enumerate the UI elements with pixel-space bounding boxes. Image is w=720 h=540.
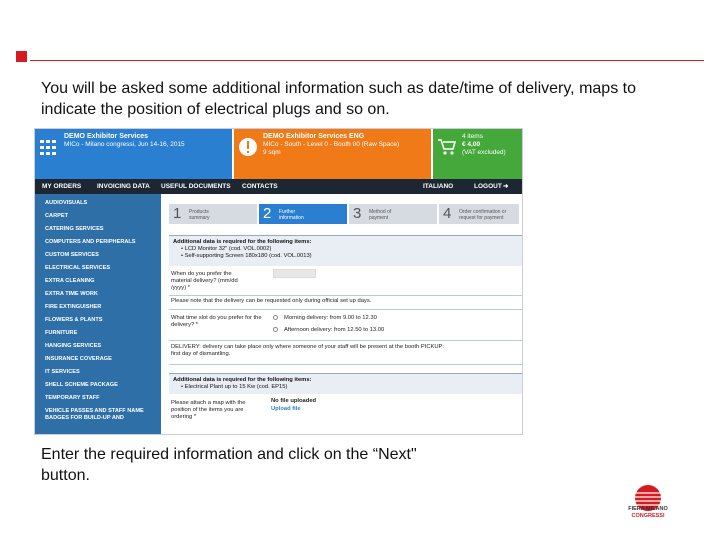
box-item-text: Self-supporting Screen 180x180 (cod. VOL.0013) — [184, 253, 312, 259]
box-item: • Self-supporting Screen 180x180 (cod. VOL.0013) — [181, 253, 312, 259]
sidebar-item[interactable]: INSURANCE COVERAGE — [45, 356, 112, 362]
box-title: Additional data is required for the following items: — [173, 377, 312, 383]
sidebar-item[interactable]: FLOWERS & PLANTS — [45, 317, 103, 323]
time-slot-label: What time slot do you prefer for the delivery? * — [171, 315, 262, 328]
sidebar-item[interactable]: AUDIOVISUALS — [45, 200, 88, 206]
delivery-date-note: Please note that the delivery can be requested only during official set up days. — [171, 298, 372, 304]
divider — [169, 309, 523, 310]
radio-button[interactable] — [273, 327, 278, 332]
warning-icon — [238, 137, 258, 157]
box-item: • Electrical Plant up to 15 Kw (cod. EP15) — [181, 384, 288, 390]
logo-wordmark — [622, 506, 674, 520]
cart-vat-note: (VAT excluded) — [462, 149, 506, 156]
sidebar-item[interactable]: EXTRA TIME WORK — [45, 291, 98, 297]
step-1[interactable]: 1 Products summary — [169, 204, 257, 224]
slide-header-rule — [30, 60, 704, 61]
booth-title: DEMO Exhibitor Services ENG — [263, 133, 365, 140]
sidebar-item[interactable]: FURNITURE — [45, 330, 78, 336]
slide-accent-square — [16, 51, 27, 62]
nav-useful-documents[interactable]: USEFUL DOCUMENTS — [161, 183, 231, 190]
divider — [169, 295, 523, 296]
time-slot-option-morning[interactable] — [273, 315, 473, 322]
logout-icon[interactable]: ➜ — [503, 183, 509, 190]
sidebar-item[interactable]: HANGING SERVICES — [45, 343, 102, 349]
event-title: DEMO Exhibitor Services — [64, 133, 149, 140]
sidebar-item[interactable]: CARPET — [45, 213, 68, 219]
sidebar-item[interactable]: FIRE EXTINGUISHER — [45, 304, 102, 310]
sidebar-item[interactable]: TEMPORARY STAFF — [45, 395, 100, 401]
step-4[interactable]: 4 Order confirmation or request for payment — [439, 204, 519, 224]
app-screenshot — [34, 128, 523, 435]
cart-card[interactable] — [433, 129, 523, 179]
event-subtitle: MICo - Milano congressi, Jun 14-16, 2015 — [64, 141, 185, 148]
top-nav — [35, 179, 523, 194]
upload-file-link[interactable]: Upload file — [271, 406, 301, 412]
slide-intro-text: You will be asked some additional information such as date/time of delivery, maps to indicate the position of electrical plugs and so on. — [41, 80, 636, 118]
step-3[interactable]: 3 Method of payment — [349, 204, 437, 224]
booth-card[interactable] — [234, 129, 431, 179]
delivery-date-input[interactable] — [273, 269, 316, 278]
sidebar-item[interactable]: CUSTOM SERVICES — [45, 252, 99, 258]
logo-line-1: FIERA MILANO — [628, 506, 668, 512]
sidebar-item[interactable]: SHELL SCHEME PACKAGE — [45, 382, 118, 388]
delivery-note: DELIVERY: delivery can take place only where someone of your staff will be present at the booth PICKUP: first day of dismantling. — [171, 344, 445, 357]
booth-subtitle: MICo - South - Level 0 - Booth 00 (Raw Space) — [263, 141, 400, 148]
slide-outro-text: Enter the required information and click on the “Next" button. — [41, 446, 417, 484]
sidebar-item[interactable]: ELECTRICAL SERVICES — [45, 265, 111, 271]
map-upload-label: Please attach a map with the position of the items you are ordering * — [171, 400, 246, 420]
sidebar-item[interactable]: CATERING SERVICES — [45, 226, 104, 232]
nav-contacts[interactable]: CONTACTS — [242, 183, 278, 190]
option-label: Morning delivery: from 9.00 to 12.30 — [284, 315, 377, 322]
additional-data-box — [169, 235, 523, 266]
logo-line-2: CONGRESSI — [631, 513, 665, 519]
nav-logout[interactable]: LOGOUT — [474, 183, 502, 190]
event-card[interactable] — [35, 129, 232, 179]
booth-size: 9 sqm — [263, 149, 281, 156]
cart-items: 4 items — [462, 133, 483, 140]
step-2[interactable]: 2 Further information — [259, 204, 347, 224]
grid-icon — [39, 137, 59, 157]
box-title: Additional data is required for the following items: — [173, 239, 312, 245]
cart-total: € 4,00 — [462, 141, 481, 148]
box-item-text: Electrical Plant up to 15 Kw (cod. EP15) — [184, 384, 288, 390]
additional-data-box — [169, 373, 523, 394]
radio-button[interactable] — [273, 315, 278, 320]
nav-my-orders[interactable]: MY ORDERS — [42, 183, 82, 190]
box-item: • LCD Monitor 32" (cod. VOL.0002) — [181, 246, 272, 252]
sidebar-item[interactable]: IT SERVICES — [45, 369, 80, 375]
sidebar-item[interactable]: EXTRA CLEANING — [45, 278, 95, 284]
time-slot-option-afternoon[interactable] — [273, 327, 473, 334]
cart-icon — [437, 137, 457, 157]
file-status: No file uploaded — [271, 398, 317, 404]
checkout-steps — [169, 204, 519, 224]
divider — [169, 364, 523, 365]
nav-invoicing-data[interactable]: INVOICING DATA — [97, 183, 150, 190]
nav-language[interactable]: ITALIANO — [423, 183, 454, 190]
box-item-text: LCD Monitor 32" (cod. VOL.0002) — [184, 246, 272, 252]
option-label: Afternoon delivery: from 12.50 to 13.00 — [284, 327, 385, 334]
sidebar-item[interactable]: COMPUTERS AND PERIPHERALS — [45, 239, 136, 245]
sidebar-item[interactable]: VEHICLE PASSES AND STAFF NAME BADGES FOR BUILD-UP AND — [45, 408, 144, 421]
category-sidebar — [35, 194, 161, 435]
divider — [169, 340, 523, 341]
delivery-date-label: When do you prefer the material delivery? (mm/dd /yyyy) * — [171, 271, 238, 291]
